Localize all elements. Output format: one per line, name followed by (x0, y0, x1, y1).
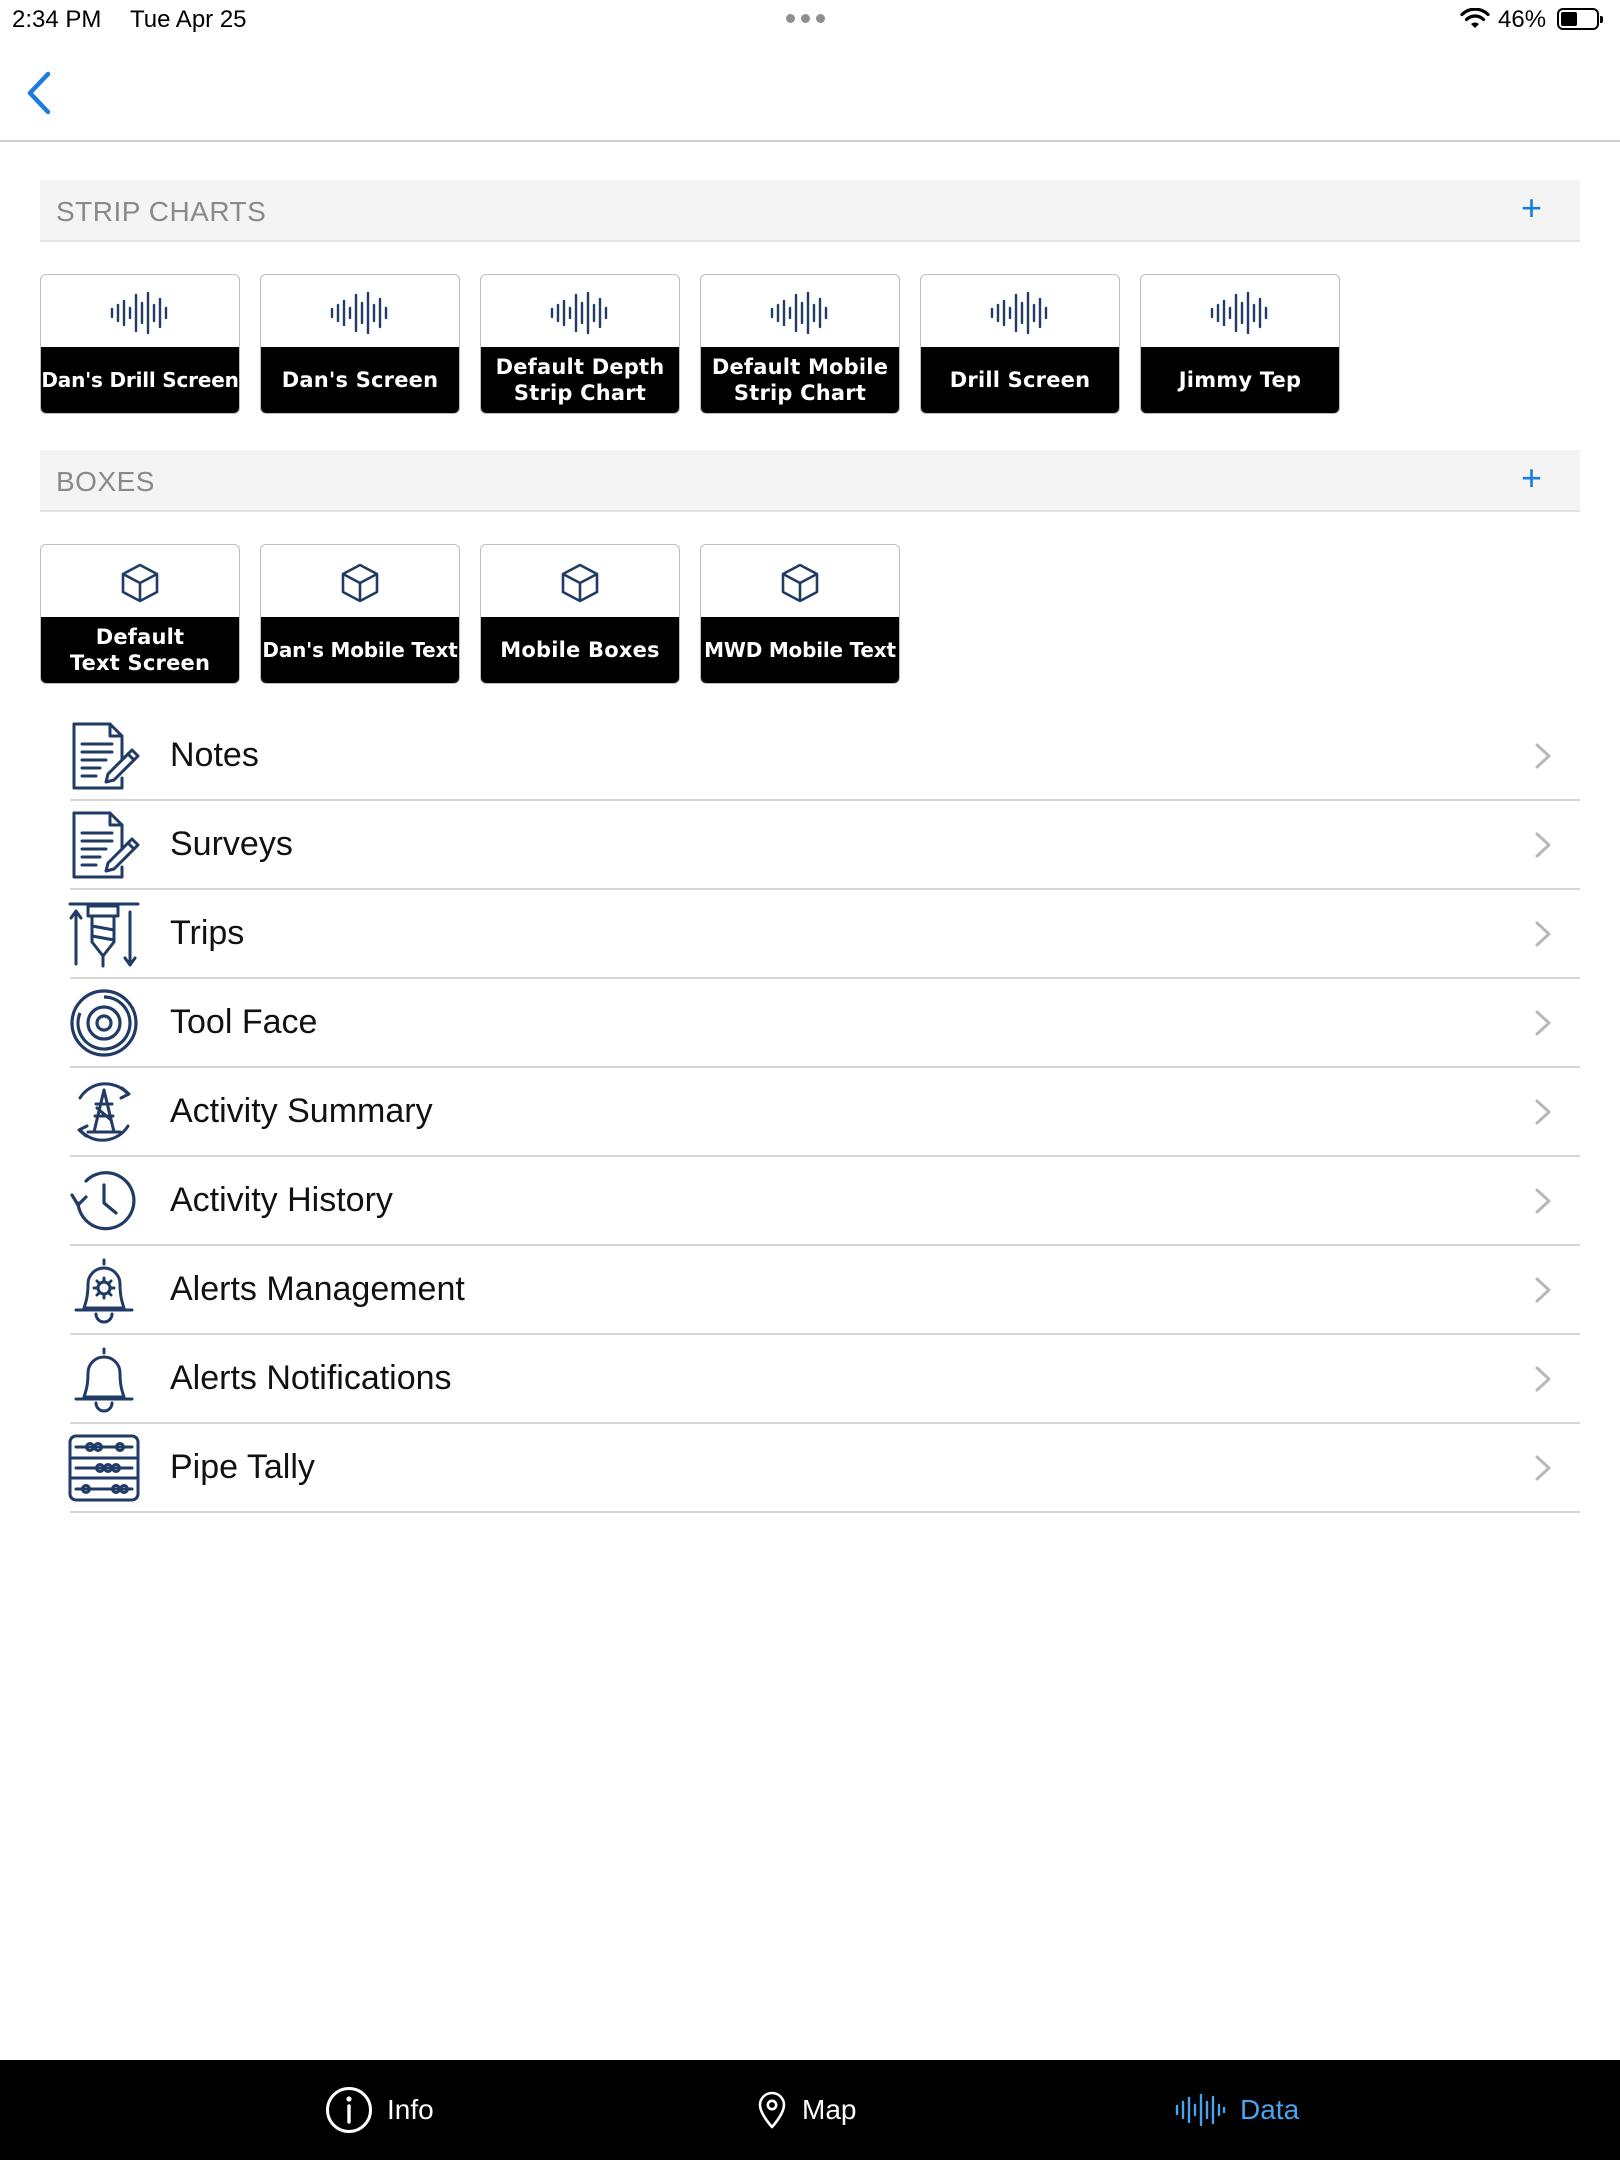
menu-item-notes[interactable] (70, 712, 1580, 801)
status-bar (0, 0, 1620, 40)
menu-item-label: Notes (170, 736, 259, 774)
box-tile[interactable] (480, 544, 680, 684)
info-icon (325, 2086, 373, 2134)
bell-icon (68, 1343, 140, 1415)
tab-label: Map (802, 2094, 857, 2125)
strip-chart-tile[interactable] (700, 274, 900, 414)
wifi-icon (1460, 8, 1490, 30)
strip-chart-tile[interactable] (1140, 274, 1340, 414)
chevron-right-icon (1534, 1009, 1552, 1037)
waveform-icon (768, 291, 832, 335)
menu-item-trips[interactable] (70, 890, 1580, 979)
notes-icon (68, 720, 140, 792)
menu-item-label: Trips (170, 914, 245, 952)
tile-label: Jimmy Tep (1141, 347, 1339, 413)
status-time: 2:34 PM (12, 6, 102, 33)
strip-chart-tile[interactable] (480, 274, 680, 414)
strip-charts-header (40, 180, 1580, 242)
map-pin-icon (756, 2090, 788, 2130)
chevron-right-icon (1534, 1098, 1552, 1126)
activity-summary-icon (68, 1076, 140, 1148)
chevron-right-icon (1534, 1187, 1552, 1215)
box-tile[interactable] (40, 544, 240, 684)
back-chevron-icon[interactable] (20, 68, 60, 118)
box-tile[interactable] (260, 544, 460, 684)
boxes-header (40, 450, 1580, 512)
cube-icon (778, 561, 822, 605)
waveform-icon (1208, 291, 1272, 335)
tab-info[interactable] (325, 2060, 434, 2160)
battery-percent: 46% (1498, 6, 1547, 33)
activity-history-icon (68, 1165, 140, 1237)
box-tile[interactable] (700, 544, 900, 684)
waveform-icon (108, 291, 172, 335)
box-tiles (40, 544, 900, 684)
waveform-icon (548, 291, 612, 335)
tile-label: Dan's Drill Screen (41, 347, 239, 413)
tile-label: Drill Screen (921, 347, 1119, 413)
menu-item-tool-face[interactable] (70, 979, 1580, 1068)
tool-face-icon (68, 987, 140, 1059)
menu-item-label: Tool Face (170, 1003, 318, 1041)
tab-label: Info (387, 2094, 434, 2125)
menu-item-label: Alerts Notifications (170, 1359, 452, 1397)
menu-item-activity-history[interactable] (70, 1157, 1580, 1246)
menu-item-label: Activity History (170, 1181, 393, 1219)
surveys-icon (68, 809, 140, 881)
menu-item-alerts-management[interactable] (70, 1246, 1580, 1335)
menu-list (70, 712, 1580, 1513)
strip-chart-tile[interactable] (920, 274, 1120, 414)
menu-item-pipe-tally[interactable] (70, 1424, 1580, 1513)
trips-icon (68, 898, 140, 970)
multitasking-dots-icon[interactable] (786, 14, 825, 23)
menu-item-label: Alerts Management (170, 1270, 465, 1308)
strip-charts-title: STRIP CHARTS (56, 196, 267, 227)
navigation-bar (0, 40, 1620, 142)
cube-icon (558, 561, 602, 605)
add-box-button[interactable]: + (1520, 457, 1542, 498)
waveform-icon (988, 291, 1052, 335)
menu-item-activity-summary[interactable] (70, 1068, 1580, 1157)
tile-label: Default Text Screen (41, 617, 239, 683)
tile-label: Mobile Boxes (481, 617, 679, 683)
tab-label: Data (1240, 2094, 1300, 2125)
strip-chart-tiles (40, 274, 1340, 414)
tab-data[interactable] (1174, 2060, 1299, 2160)
menu-item-alerts-notifications[interactable] (70, 1335, 1580, 1424)
waveform-icon (328, 291, 392, 335)
alerts-management-icon (68, 1254, 140, 1326)
add-strip-chart-button[interactable]: + (1520, 187, 1542, 228)
battery-icon (1557, 8, 1599, 30)
pipe-tally-icon (68, 1432, 140, 1504)
tile-label: MWD Mobile Text (701, 617, 899, 683)
tile-label: Dan's Screen (261, 347, 459, 413)
chevron-right-icon (1534, 742, 1552, 770)
chevron-right-icon (1534, 1365, 1552, 1393)
chevron-right-icon (1534, 1454, 1552, 1482)
waveform-icon (1174, 2093, 1226, 2127)
status-date: Tue Apr 25 (130, 6, 247, 33)
chevron-right-icon (1534, 1276, 1552, 1304)
menu-item-surveys[interactable] (70, 801, 1580, 890)
strip-chart-tile[interactable] (260, 274, 460, 414)
cube-icon (338, 561, 382, 605)
chevron-right-icon (1534, 920, 1552, 948)
tile-label: Dan's Mobile Text (261, 617, 459, 683)
menu-item-label: Pipe Tally (170, 1448, 315, 1486)
strip-chart-tile[interactable] (40, 274, 240, 414)
chevron-right-icon (1534, 831, 1552, 859)
tab-map[interactable] (756, 2060, 856, 2160)
cube-icon (118, 561, 162, 605)
tile-label: Default Mobile Strip Chart (701, 347, 899, 413)
tab-bar (0, 2060, 1620, 2160)
menu-item-label: Activity Summary (170, 1092, 433, 1130)
tile-label: Default Depth Strip Chart (481, 347, 679, 413)
menu-item-label: Surveys (170, 825, 293, 863)
boxes-title: BOXES (56, 466, 155, 497)
